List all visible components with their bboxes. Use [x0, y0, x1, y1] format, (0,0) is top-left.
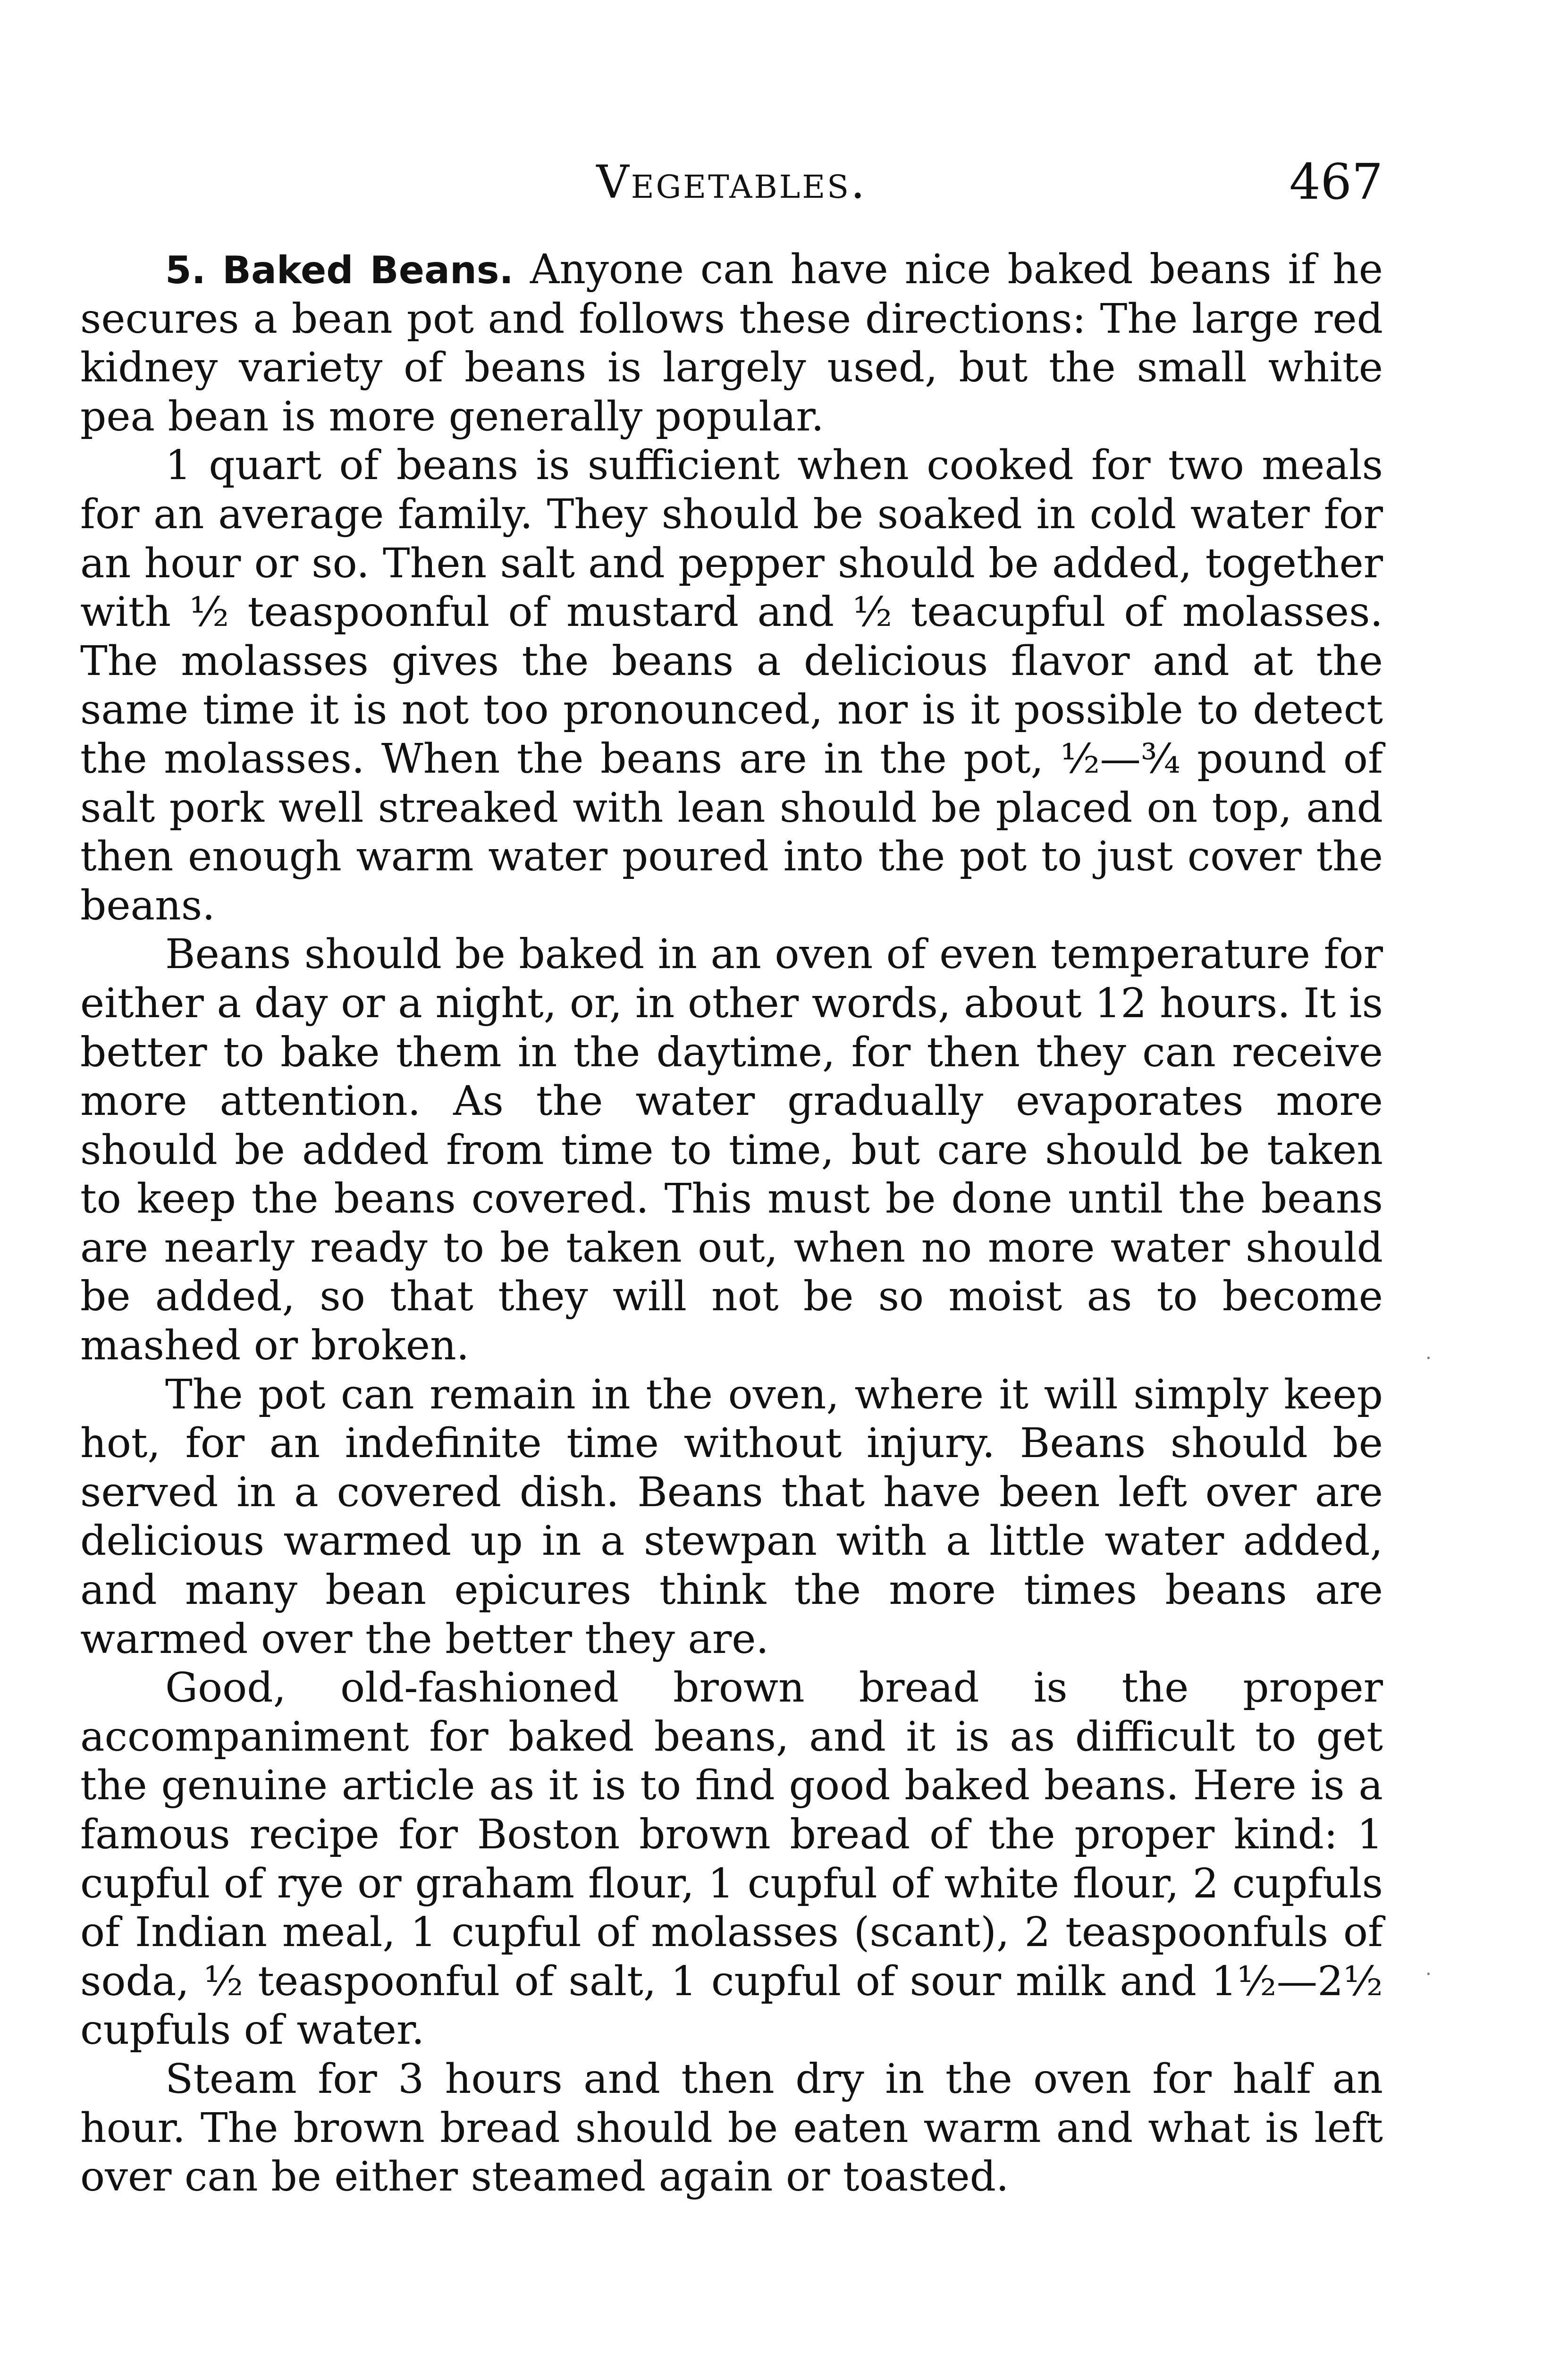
paragraph: Steam for 3 hours and then dry in the oven for half an hour. The brown bread should be eaten warm and what is left over can be either steamed again or toasted.	[80, 2055, 1383, 2201]
section-title: Vegetables.	[596, 156, 867, 209]
paragraph-intro	[80, 245, 1383, 441]
article-body	[80, 245, 1383, 2202]
running-head	[80, 153, 1383, 222]
margin-speck: ·	[1425, 1348, 1432, 1369]
paragraph: Good, old-fashioned brown bread is the proper accompaniment for baked beans, and it is as difficult to get the genuine article as it is to find good baked beans. Here is a famous recipe for Boston brown bread of the proper kind: 1 cupful of rye or graham flour, 1 cupful of white flour, 2 cupfuls of Indian meal, 1 cupful of molasses (scant), 2 teaspoonfuls of soda, ½ teaspoonful of salt, 1 cupful of sour milk and 1½—2½ cupfuls of water.	[80, 1664, 1383, 2054]
article-lead-text: Anyone can have nice baked beans if he secures a bean pot and follows these directions: The large red kidney variety of beans is largely used, but the small white pea bean is more generally popular.	[80, 246, 1383, 440]
paragraph: Beans should be baked in an oven of even temperature for either a day or a night, or, in other words, about 12 hours. It is better to bake them in the daytime, for then they can receive more attention. As the water gradually evaporates more should be added from time to time, but care should be taken to keep the beans covered. This must be done until the beans are nearly ready to be taken out, when no more water should be added, so that they will not be so moist as to become mashed or broken.	[80, 931, 1383, 1370]
article-number: 5.	[165, 248, 206, 292]
article-title: Baked Beans.	[222, 248, 514, 292]
margin-speck: ·	[1425, 1964, 1432, 1985]
paragraph: 1 quart of beans is sufficient when cooked for two meals for an average family. They should be soaked in cold water for an hour or so. Then salt and pepper should be added, together with ½ teaspoonful of mustard and ½ teacupful of molasses. The molasses gives the beans a delicious flavor and at the same time it is not too pronounced, nor is it possible to detect the molasses. When the beans are in the pot, ½—¾ pound of salt pork well streaked with lean should be placed on top, and then enough warm water poured into the pot to just cover the beans.	[80, 442, 1383, 929]
page-number: 467	[1289, 153, 1383, 211]
paragraph: The pot can remain in the oven, where it will simply keep hot, for an indefinite time without injury. Beans should be served in a covered dish. Beans that have been left over are delicious warmed up in a stewpan with a little water added, and many bean epicures think the more times beans are warmed over the better they are.	[80, 1371, 1383, 1663]
